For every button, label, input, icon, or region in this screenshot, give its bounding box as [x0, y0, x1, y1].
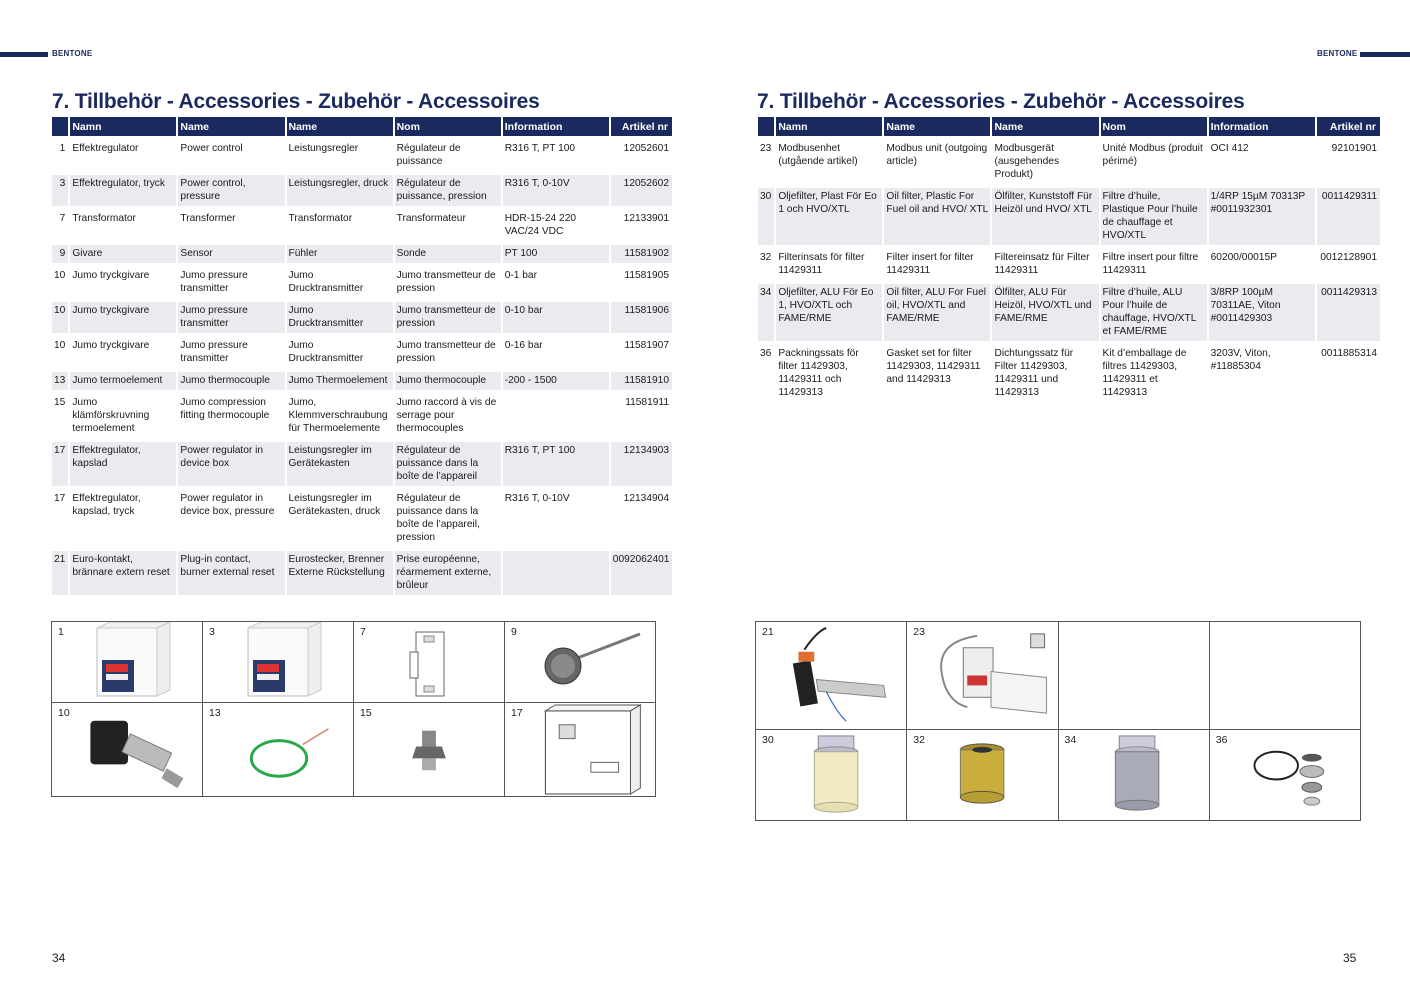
cell-de: Leistungsregler im Gerätekasten	[287, 442, 393, 486]
page-number: 35	[1343, 951, 1357, 965]
cell-en: Jumo pressure transmitter	[180, 270, 248, 294]
figure-cell	[52, 622, 203, 703]
page-number: 34	[52, 951, 66, 965]
cell-en: Modbus unit (outgoing article)	[886, 143, 988, 167]
brand-label: BENTONE	[52, 49, 93, 58]
page-title: 7. Tillbehör - Accessories - Zubehör - Accessoires	[52, 90, 540, 113]
cell-en: Jumo thermocouple	[178, 372, 284, 390]
cell-en: Plug-in contact, burner external reset	[178, 551, 284, 595]
product-image	[756, 622, 906, 729]
cell-de: Jumo, Klemmverschraubung für Thermoelemente	[288, 397, 388, 434]
column-header: Artikel nr	[1317, 117, 1380, 136]
column-header: Information	[503, 117, 609, 136]
cell-sv: Jumo tryckgivare	[72, 340, 150, 351]
cell-sv: Jumo tryckgivare	[70, 302, 176, 333]
cell-fr: Régulateur de puissance, pression	[395, 175, 501, 206]
cell-fr: Filtre insert pour filtre 11429311	[1102, 252, 1199, 276]
cell-fr: Régulateur de puissance dans la boîte de l’appareil, pression	[396, 493, 480, 543]
cell-art: 0092062401	[611, 551, 672, 595]
cell-num: 34	[758, 284, 774, 341]
cell-num: 3	[52, 175, 68, 206]
figure-number: 15	[360, 707, 372, 719]
figure-cell	[1209, 622, 1360, 730]
column-header: Name	[178, 117, 284, 136]
cell-art: 0011885314	[1321, 348, 1377, 359]
cell-info: R316 T, 0-10V	[503, 175, 609, 206]
column-header: Name	[287, 117, 393, 136]
cell-en: Sensor	[178, 245, 284, 263]
cell-sv: Effektregulator, tryck	[70, 175, 176, 206]
figure-number: 36	[1215, 734, 1228, 746]
figure-number: 34	[1064, 734, 1077, 746]
figure-cell	[907, 730, 1058, 821]
cell-num: 36	[760, 348, 772, 359]
cell-info: 0-16 bar	[504, 340, 543, 351]
cell-de: Modbusgerät (ausgehendes Produkt)	[994, 143, 1060, 180]
cell-sv: Effektregulator, kapslad, tryck	[72, 493, 141, 517]
cell-de: Leistungsregler, druck	[287, 175, 393, 206]
cell-fr: Prise européenne, réarmement externe, brûleur	[395, 551, 501, 595]
product-image	[354, 703, 504, 796]
cell-art: 0011429311	[1317, 188, 1380, 245]
table-row	[758, 140, 1380, 184]
cell-fr: Jumo thermocouple	[395, 372, 501, 390]
cell-en: Filter insert for filter 11429311	[886, 252, 974, 276]
cell-art: 12052602	[611, 175, 672, 206]
cell-de: Ölfilter, ALU Für Heizöl, HVO/XTL und FAME/RME	[992, 284, 1098, 341]
figure-number: 21	[762, 626, 774, 638]
cell-info: 60200/00015P	[1210, 252, 1277, 263]
right-page	[705, 0, 1410, 997]
figure-number: 23	[913, 626, 925, 638]
cell-info: -200 - 1500	[503, 372, 609, 390]
column-header: Namn	[70, 117, 176, 136]
cell-info: 0-1 bar	[504, 270, 537, 281]
cell-fr: Sonde	[395, 245, 501, 263]
cell-de: Dichtungssatz für Filter 11429303, 11429311 und 11429313	[994, 348, 1074, 398]
cell-sv: Modbusenhet (utgående artikel)	[778, 143, 858, 167]
figure-cell	[1058, 730, 1209, 821]
cell-art: 0012128901	[1320, 252, 1377, 263]
cell-fr: Jumo raccord à vis de serrage pour thermocouples	[396, 397, 497, 434]
column-header: Artikel nr	[611, 117, 672, 136]
cell-en: Power regulator in device box	[178, 442, 284, 486]
cell-art: 11581906	[611, 302, 672, 333]
figure-number: 3	[209, 626, 215, 638]
cell-de: Ölfilter, Kunststoff Für Heizöl und HVO/ XTL	[992, 188, 1098, 245]
table-row	[52, 267, 672, 298]
cell-fr: Jumo transmetteur de pression	[396, 340, 496, 364]
cell-num: 23	[760, 143, 772, 154]
cell-num: 10	[52, 302, 68, 333]
cell-num: 10	[54, 270, 66, 281]
figure-number: 7	[360, 626, 366, 638]
cell-art: 11581902	[611, 245, 672, 263]
cell-num: 17	[54, 493, 66, 504]
cell-en: Jumo compression fitting thermocouple	[180, 397, 270, 421]
cell-fr: Jumo transmetteur de pression	[395, 302, 501, 333]
cell-fr: Régulateur de puissance dans la boîte de l’appareil	[395, 442, 501, 486]
column-header: Nom	[1101, 117, 1207, 136]
cell-sv: Oljefilter, ALU För Eo 1, HVO/XTL och FAME/RME	[776, 284, 882, 341]
cell-art: 12052601	[623, 143, 669, 154]
figure-number: 17	[511, 707, 523, 719]
table-row	[758, 284, 1380, 341]
product-image	[203, 622, 353, 702]
product-image	[354, 622, 504, 702]
brand-bar	[1360, 52, 1410, 57]
figure-cell	[1209, 730, 1360, 821]
figure-cell	[907, 622, 1058, 730]
table-row	[52, 551, 672, 595]
brand-bar	[0, 52, 48, 57]
cell-info: 1/4RP 15µM 70313P #0011932301	[1209, 188, 1315, 245]
column-header: Information	[1209, 117, 1315, 136]
cell-art: 12133901	[623, 213, 669, 224]
table-row	[52, 337, 672, 368]
cell-de: Jumo Thermoelement	[287, 372, 393, 390]
cell-num: 1	[59, 143, 66, 154]
cell-en: Transformer	[180, 213, 236, 224]
cell-de: Filtereinsatz für Filter 11429311	[994, 252, 1090, 276]
cell-info: R316 T, PT 100	[503, 442, 609, 486]
cell-de: Leistungsregler	[288, 143, 359, 154]
figure-cell	[756, 622, 907, 730]
product-image	[907, 622, 1057, 729]
product-image	[505, 703, 655, 796]
table-row	[758, 188, 1380, 245]
cell-art: 12134904	[623, 493, 669, 504]
cell-art: 0011429313	[1317, 284, 1380, 341]
cell-en: Power control	[180, 143, 243, 154]
cell-art: 11581910	[611, 372, 672, 390]
table-row	[52, 394, 672, 438]
cell-art: 12134903	[611, 442, 672, 486]
cell-art: 92101901	[1331, 143, 1377, 154]
cell-de: Jumo Drucktransmitter	[288, 340, 364, 364]
column-header: Name	[992, 117, 1098, 136]
cell-num: 21	[52, 551, 68, 595]
figure-cell	[354, 703, 505, 797]
table-header-row	[52, 117, 672, 136]
cell-fr: Régulateur de puissance	[396, 143, 461, 167]
cell-num: 30	[758, 188, 774, 245]
cell-sv: Packningssats för filter 11429303, 11429311 och 11429313	[778, 348, 859, 398]
cell-fr: Transformateur	[396, 213, 466, 224]
cell-art: 11581905	[624, 270, 669, 281]
figure-number: 30	[762, 734, 774, 746]
cell-fr: Jumo transmetteur de pression	[396, 270, 496, 294]
column-header: Namn	[776, 117, 882, 136]
cell-sv: Jumo tryckgivare	[72, 270, 150, 281]
cell-en: Oil filter, Plastic For Fuel oil and HVO/ XTL	[884, 188, 990, 245]
cell-info	[503, 551, 609, 595]
cell-sv: Jumo klämförskruvning termoelement	[72, 397, 150, 434]
cell-info: 3/8RP 100µM 70311AE, Viton #0011429303	[1209, 284, 1315, 341]
cell-sv: Oljefilter, Plast För Eo 1 och HVO/XTL	[776, 188, 882, 245]
figure-cell	[354, 622, 505, 703]
table-row	[52, 245, 672, 263]
accessory-figure-grid	[755, 621, 1361, 821]
column-header	[52, 117, 68, 136]
column-header: Name	[884, 117, 990, 136]
product-image	[756, 730, 906, 820]
product-image	[505, 622, 655, 702]
table-row	[52, 210, 672, 241]
cell-info: R316 T, PT 100	[504, 143, 576, 154]
product-image	[907, 730, 1057, 820]
cell-num: 32	[760, 252, 772, 263]
product-image	[1059, 730, 1209, 820]
figure-cell	[505, 703, 656, 797]
cell-info: HDR-15-24 220 VAC/24 VDC	[504, 213, 577, 237]
product-image	[52, 703, 202, 796]
figure-number: 13	[209, 707, 221, 719]
page-title: 7. Tillbehör - Accessories - Zubehör - Accessoires	[757, 90, 1245, 113]
cell-sv: Effektregulator, kapslad	[70, 442, 176, 486]
cell-fr: Unité Modbus (produit périmé)	[1102, 143, 1203, 167]
cell-en: Power regulator in device box, pressure	[180, 493, 275, 517]
cell-en: Power control, pressure	[178, 175, 284, 206]
product-image	[203, 703, 353, 796]
brand-label: BENTONE	[1317, 49, 1358, 58]
cell-num: 13	[52, 372, 68, 390]
cell-sv: Effektregulator	[72, 143, 139, 154]
column-header: Nom	[395, 117, 501, 136]
cell-en: Jumo pressure transmitter	[178, 302, 284, 333]
table-row	[52, 302, 672, 333]
figure-cell	[756, 730, 907, 821]
cell-info: OCI 412	[1210, 143, 1249, 154]
cell-de: Jumo Drucktransmitter	[288, 270, 364, 294]
cell-info: 0-10 bar	[503, 302, 609, 333]
cell-sv: Transformator	[72, 213, 136, 224]
accessories-table	[756, 117, 1382, 402]
column-header	[758, 117, 774, 136]
accessory-figure-grid	[51, 621, 656, 797]
accessories-table	[50, 117, 674, 595]
table-row	[52, 442, 672, 486]
product-image	[52, 622, 202, 702]
cell-info: R316 T, 0-10V	[504, 493, 570, 504]
cell-num: 17	[52, 442, 68, 486]
cell-fr: Filtre d’huile, Plastique Pour l’huile de chauffage et HVO/XTL	[1101, 188, 1207, 245]
figure-cell	[203, 703, 354, 797]
figure-cell	[203, 622, 354, 703]
table-row	[758, 345, 1380, 402]
table-row	[52, 140, 672, 171]
cell-art: 11581911	[625, 397, 669, 408]
figure-number: 10	[58, 707, 70, 719]
figure-cell	[1058, 622, 1209, 730]
table-row	[758, 249, 1380, 280]
cell-fr: Filtre d’huile, ALU Pour l’huile de chauffage, HVO/XTL et FAME/RME	[1101, 284, 1207, 341]
cell-en: Jumo pressure transmitter	[180, 340, 248, 364]
cell-info	[503, 394, 609, 438]
cell-num: 15	[54, 397, 66, 408]
figure-cell	[52, 703, 203, 797]
cell-de: Eurostecker, Brenner Externe Rückstellung	[287, 551, 393, 595]
table-header-row	[758, 117, 1380, 136]
table-row	[52, 175, 672, 206]
cell-en: Gasket set for filter 11429303, 11429311 and 11429313	[886, 348, 981, 385]
cell-de: Transformator	[288, 213, 353, 224]
cell-art: 11581907	[624, 340, 669, 351]
cell-de: Fühler	[287, 245, 393, 263]
cell-sv: Filterinsats för filter 11429311	[778, 252, 865, 276]
cell-num: 9	[52, 245, 68, 263]
cell-num: 10	[54, 340, 66, 351]
cell-de: Jumo Drucktransmitter	[287, 302, 393, 333]
figure-number: 1	[58, 626, 64, 638]
cell-num: 7	[59, 213, 66, 224]
cell-sv: Euro-kontakt, brännare extern reset	[70, 551, 176, 595]
table-row	[52, 490, 672, 547]
cell-en: Oil filter, ALU For Fuel oil, HVO/XTL and FAME/RME	[884, 284, 990, 341]
cell-sv: Jumo termoelement	[70, 372, 176, 390]
figure-number: 9	[511, 626, 517, 638]
cell-sv: Givare	[70, 245, 176, 263]
cell-fr: Kit d’emballage de filtres 11429303, 11429311 et 11429313	[1102, 348, 1187, 398]
figure-number: 32	[913, 734, 925, 746]
figure-cell	[505, 622, 656, 703]
cell-info: 3203V, Viton, #11885304	[1210, 348, 1271, 372]
cell-de: Leistungsregler im Gerätekasten, druck	[288, 493, 381, 517]
product-image	[1210, 730, 1360, 820]
table-row	[52, 372, 672, 390]
cell-info: PT 100	[503, 245, 609, 263]
